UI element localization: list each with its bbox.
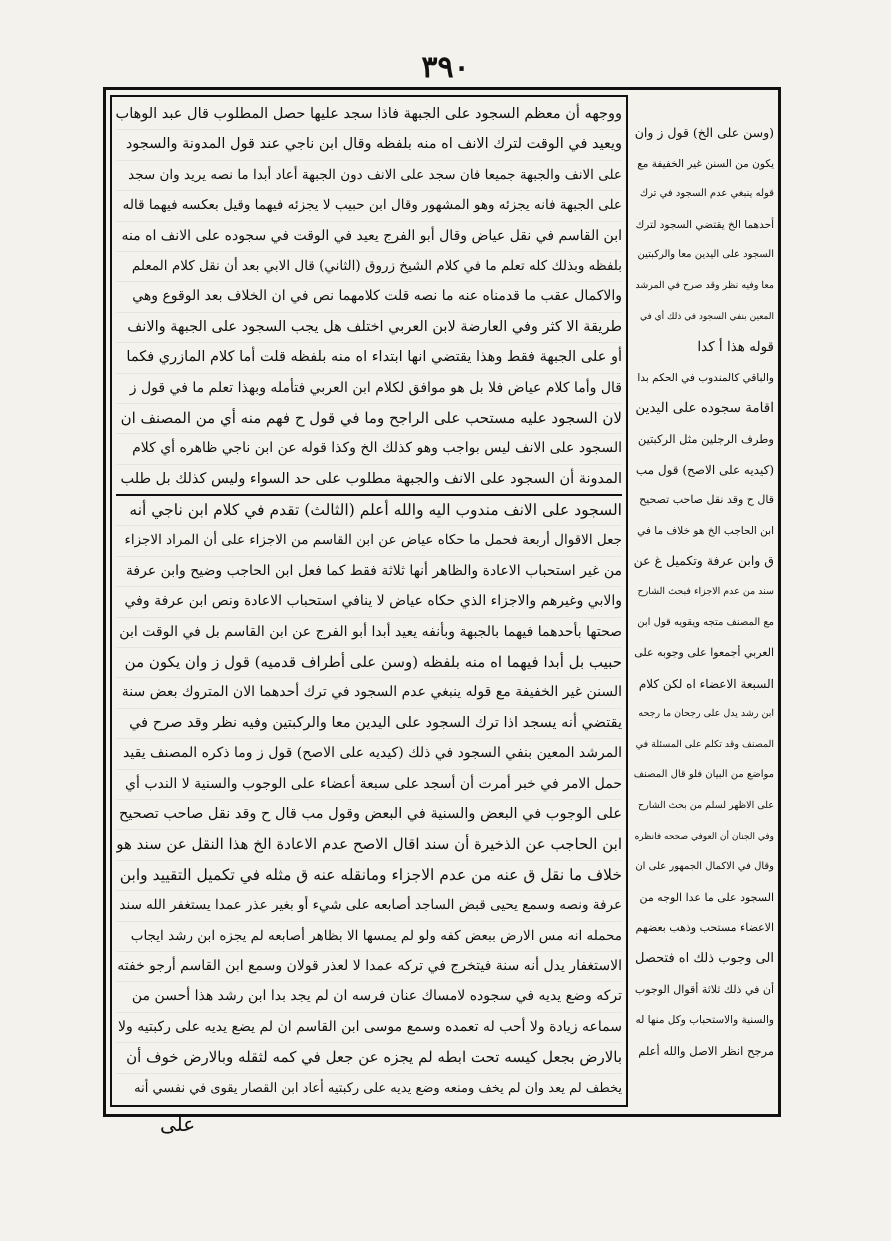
main-text-line: السجود على الانف ليس بواجب وهو كذلك الخ وكذا قوله عن ابن ناجي ظاهره أي كلام: [116, 434, 622, 464]
main-text-line: عرفة ونصه وسمع يحيى قبض الساجد أصابعه على شيء أو بغير عذر عمدا يستغفر الله سند: [116, 891, 622, 921]
main-text-line: ابن الحاجب عن الذخيرة أن سند اقال الاصح عدم الاعادة الخ هذا النقل عن سند هو: [116, 830, 622, 860]
main-text-line: المدونة أن السجود على الانف والجبهة مطلوب على حد السواء وليس كذلك بل طلب: [116, 465, 622, 496]
main-text-line: قال وأما كلام عياض فلا بل هو موافق لكلام ابن العربي فتأمله وبهذا تعلم ما في قول ز: [116, 374, 622, 404]
margin-text-line: العربي أجمعوا على وجوبه على: [634, 646, 774, 660]
margin-text-line: مع المصنف متجه ويقويه قول ابن: [637, 616, 774, 628]
margin-text-line: وفي الجنان أن العوفي صححه فانظره: [634, 831, 774, 842]
main-text-line: سماعه زيادة ولا أحب له تعمده وسمع موسى ابن القاسم ان لم يضع يديه على ركبتيه ولا: [116, 1013, 622, 1043]
main-text-line: ويعيد في الوقت لترك الانف اه منه بلفظه وقال ابن ناجي عند قول المدونة والسجود: [116, 130, 622, 160]
page-number: ٣٩٠: [421, 50, 470, 85]
main-text-line: السنن غير الخفيفة مع قوله ينبغي عدم السجود في ترك أحدهما الان المتروك بعض سنة: [116, 678, 622, 708]
margin-text-line: يكون من السنن غير الخفيفة مع: [637, 157, 774, 170]
main-text-line: والاكمال عقب ما قدمناه عنه ما نصه قلت كلامهما نص في ان الخلاف بعد الوقوع وهي: [116, 282, 622, 312]
margin-text-line: قوله ينبغي عدم السجود في ترك: [639, 188, 774, 200]
margin-text-line: معا وفيه نظر وقد صرح في المرشد: [635, 279, 774, 291]
main-text-line: يقتضي أنه يسجد اذا ترك السجود على اليدين معا والركبتين وفيه نظر وقد صرح في: [116, 709, 622, 739]
margin-text-line: والسنية والاستحباب وكل منها له: [635, 1014, 774, 1027]
main-text-line: لان السجود عليه مستحب على الراجح وما في قول ح فهم منه أي من المصنف ان: [116, 404, 622, 434]
main-text-line: من غير استحباب الاعادة والظاهر أنها ثلاثة فقط كما فعل ابن الحاجب وضيح وابن عرفة: [116, 557, 622, 587]
main-text-line: صحتها بأحدهما فيهما بالجبهة وبأنفه يعيد أبدا أبو الفرج عن ابن القاسم بل في الوقت ابن: [116, 618, 622, 648]
margin-text-line: (وسن على الخ) قول ز وان: [634, 125, 774, 140]
margin-text-line: الى وجوب ذلك اه فتحصل: [635, 951, 774, 967]
main-text-line: المرشد المعين بنفي السجود في ذلك (كيديه على الاصح) قول ز وما ذكره المصنف يقيد: [116, 739, 622, 769]
main-text-line: أو على الجبهة فقط وهذا يقتضي انها ابتداء اه منه بلفظه قلت أما كلام المازري فكما: [116, 343, 622, 373]
margin-text-line: المعين بنفي السجود في ذلك أي في: [639, 311, 774, 322]
main-text-line: السجود على الانف مندوب اليه والله أعلم (الثالث) تقدم في كلام ابن ناجي أنه: [116, 496, 622, 526]
margin-text-line: وقال في الاكمال الجمهور على ان: [635, 861, 774, 873]
margin-text-line: على الاظهر لسلم من بحث الشارح: [638, 800, 774, 812]
margin-text-line: الاعضاء مستحب وذهب بعضهم: [635, 921, 774, 935]
main-text-line: تركه وضع يديه في سجوده لامساك عنان فرسه ان لم يجد بدا ابن رشد هذا أحسن من: [116, 982, 622, 1012]
margin-text-line: مرجح انظر الاصل والله أعلم: [638, 1043, 774, 1058]
main-text-line: على الوجوب في البعض والسنية في البعض وقول مب قال ح وقد نقل صاحب تصحيح: [116, 800, 622, 830]
main-text-line: جعل الاقوال أربعة فحمل ما حكاه عياض عن ابن القاسم من الاجزاء على أن المراد الاجزاء: [116, 526, 622, 556]
margin-text-line: ق وابن عرفة وتكميل غ عن: [634, 553, 774, 569]
margin-text-line: قال ح وقد نقل صاحب تصحيح: [639, 493, 774, 507]
margin-text-line: أحدهما الخ يقتضي السجود لترك: [635, 218, 774, 231]
margin-text-line: السبعة الاعضاء اه لكن كلام: [638, 676, 774, 691]
main-text-line: حبيب بل أبدا فيهما اه منه بلفظه (وسن على أطراف قدميه) قول ز وان يكون من: [116, 648, 622, 678]
margin-text-line: أن في ذلك ثلاثة أقوال الوجوب: [634, 982, 774, 996]
catchword: على: [160, 1112, 196, 1136]
main-text-line: على الجبهة فانه يجزئه وهو المشهور وقال ابن حبيب لا يجزئه فيهما وقيل بعكسه فيهما قاله: [116, 191, 622, 221]
margin-commentary-column: [634, 118, 774, 1103]
column-divider: [626, 95, 628, 1107]
margin-text-line: سند من عدم الاجزاء فبحث الشارح: [637, 585, 774, 597]
main-text-line: طريقة الا كثر وفي العارضة لابن العربي اختلف هل يجب السجود على الجبهة والانف: [116, 313, 622, 343]
main-text-line: بالارض بجعل كيسه تحت ابطه لم يجزه عن جعل في كمه لثقله وبالارض خوف أن: [116, 1043, 622, 1073]
main-text-line: والابي وغيرهم والاجزاء الذي حكاه عياض لا ينافي استحباب الاعادة ونص ابن عرفة وفي: [116, 587, 622, 617]
margin-text-line: اقامة سجوده على اليدين: [635, 400, 774, 417]
main-text-line: الاستغفار يدل أنه سنة فيتخرج في تركه عمدا لا لعذر قولان وسمع ابن القاسم أرجو خفته: [116, 952, 622, 982]
margin-text-line: (كيديه على الاصح) قول مب: [635, 462, 774, 477]
main-text-line: ووجهه أن معظم السجود على الجبهة فاذا سجد عليها حصل المطلوب قال عبد الوهاب: [116, 100, 622, 130]
main-text-line: بلفظه وبذلك كله تعلم ما في كلام الشيخ زروق (الثاني) قال الابي بعد أن نقل كلام المعلم: [116, 252, 622, 282]
margin-text-line: ابن رشد يدل على رجحان ما رجحه: [638, 708, 774, 720]
margin-text-line: السجود على اليدين معا والركبتين: [637, 249, 774, 261]
main-text-line: ابن القاسم في نقل عياض وقال أبو الفرج يعيد في الوقت في سجوده على الانف اه منه: [116, 222, 622, 252]
margin-text-line: وطرف الرجلين مثل الركبتين: [637, 431, 774, 446]
margin-text-line: المصنف وقد تكلم على المسئلة في: [635, 738, 774, 750]
main-text-column: [116, 100, 622, 1102]
margin-text-line: السجود على ما عدا الوجه من: [639, 890, 774, 904]
margin-text-line: والباقي كالمندوب في الحكم بدا: [637, 371, 774, 384]
main-text-line: حمل الامر في خبر أمرت أن أسجد على سبعة أعضاء على الوجوب والسنية لا الندب أي: [116, 770, 622, 800]
main-text-line: يخطف لم يعد وان لم يخف ومنعه وضع يديه على ركبتيه أعاد ابن القصار يقوى في نفسي أنه: [116, 1074, 622, 1103]
margin-text-line: ابن الحاجب الخ هو خلاف ما في: [637, 524, 774, 537]
main-text-line: على الانف والجبهة جميعا فان سجد على الانف دون الجبهة أعاد أبدا ما نصه يريد وان سجد: [116, 161, 622, 191]
margin-text-line: قوله هذا أ كدا: [697, 339, 774, 356]
main-text-line: محمله انه مس الارض ببعض كفه ولو لم يمسها الا بظاهر أصابعه لم يجزه ابن رشد ايجاب: [116, 922, 622, 952]
main-text-line: خلاف ما نقل ق عنه من عدم الاجزاء ومانقله عنه ق مثله في تكميل التقييد وابن: [116, 861, 622, 891]
margin-text-line: مواضع من البيان فلو قال المصنف: [634, 769, 774, 781]
